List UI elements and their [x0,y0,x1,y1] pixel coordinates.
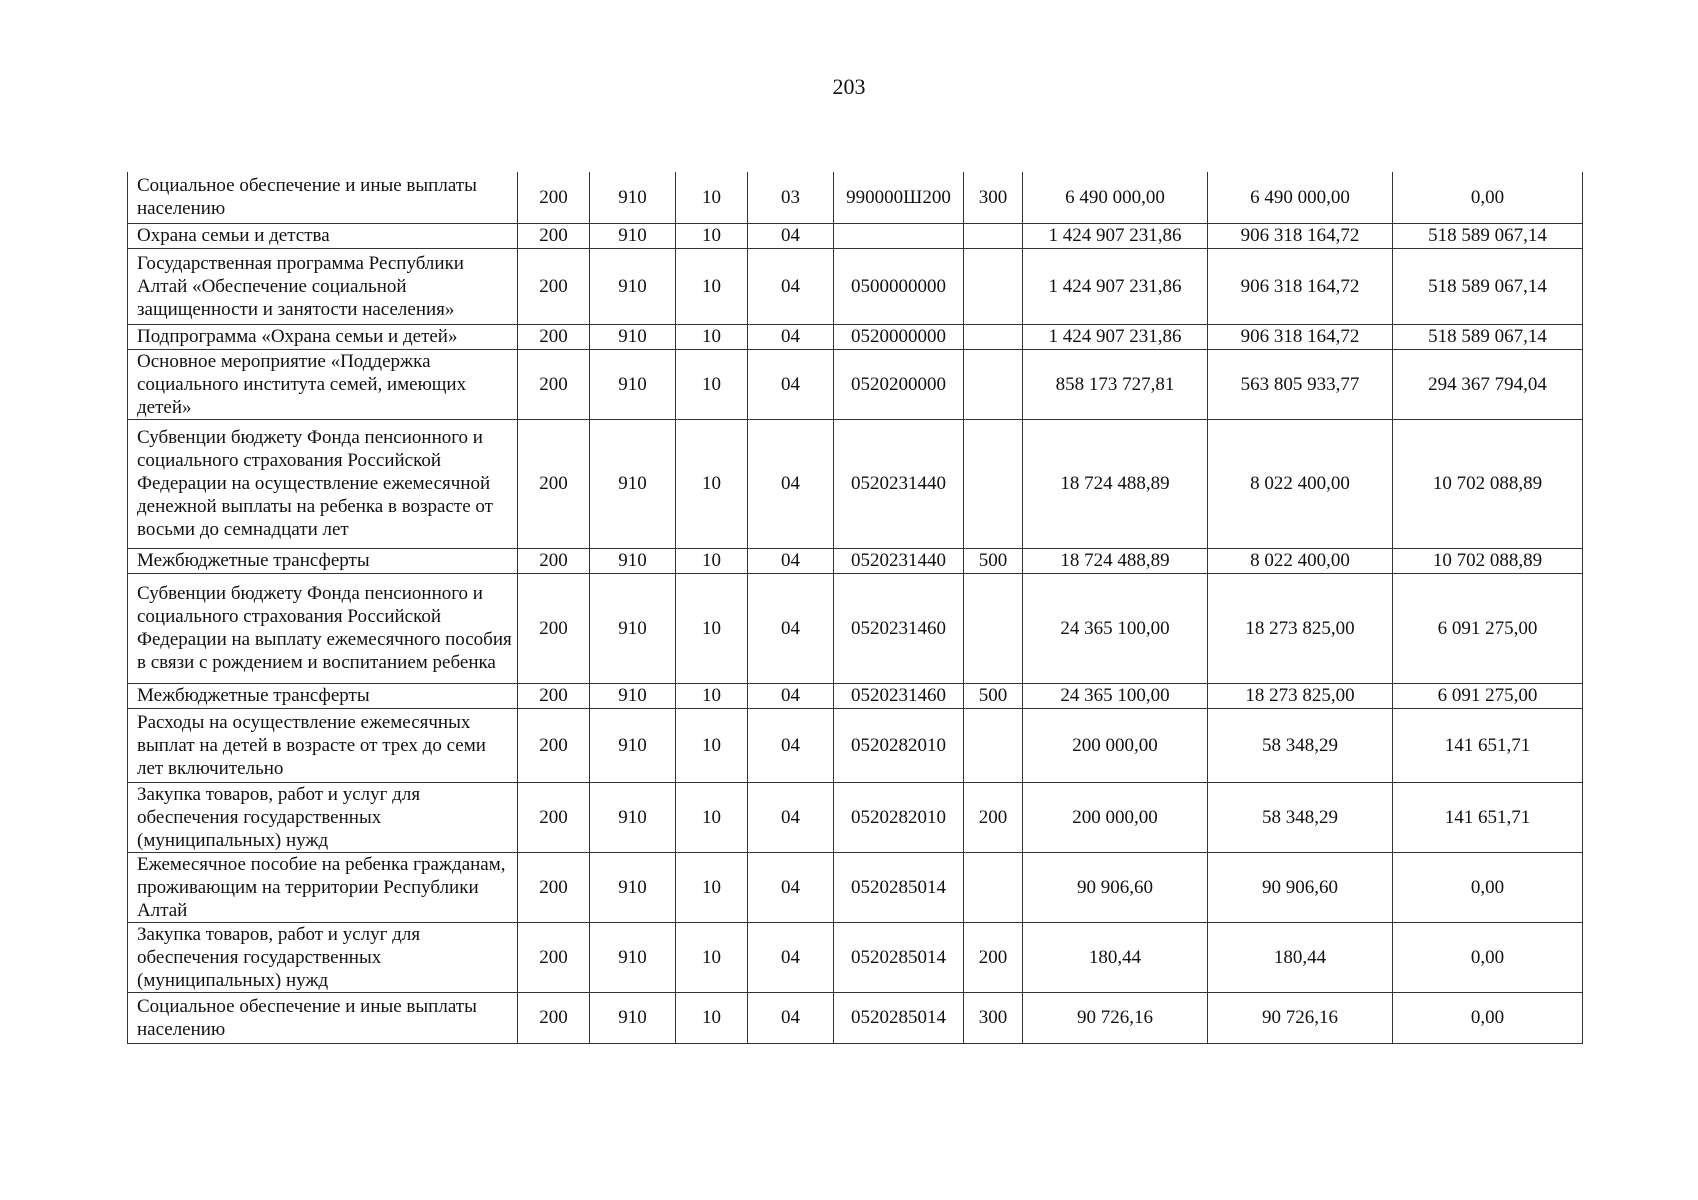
section-code-cell: 10 [676,683,748,708]
target-article-cell: 0520231460 [834,573,964,683]
ministry-code-cell: 910 [590,349,676,419]
table-row [128,223,1583,248]
target-article-cell: 0520231460 [834,683,964,708]
subsection-code-cell: 04 [748,992,834,1043]
expense-type-cell [964,349,1023,419]
ministry-code-cell: 910 [590,248,676,324]
ministry-code-cell: 910 [590,992,676,1043]
expense-type-cell: 200 [964,782,1023,852]
amount-remaining-cell: 6 091 275,00 [1393,683,1583,708]
line-item-name: Государственная программа Республики Алтай «Обеспечение социальной защищенности и занятости населения» [128,248,518,324]
table-row [128,992,1583,1043]
table-row [128,349,1583,419]
target-article-cell: 0520231440 [834,548,964,573]
amount-executed-cell: 58 348,29 [1208,708,1393,782]
table-row [128,683,1583,708]
target-article-cell: 990000Ш200 [834,172,964,223]
line-item-name: Подпрограмма «Охрана семьи и детей» [128,324,518,349]
admin-code-cell: 200 [518,782,590,852]
target-article-cell: 0520000000 [834,324,964,349]
subsection-code-cell: 04 [748,852,834,922]
section-code-cell: 10 [676,992,748,1043]
section-code-cell: 10 [676,419,748,548]
amount-planned-cell: 18 724 488,89 [1023,548,1208,573]
amount-executed-cell: 90 906,60 [1208,852,1393,922]
subsection-code-cell: 04 [748,223,834,248]
subsection-code-cell: 04 [748,708,834,782]
amount-executed-cell: 180,44 [1208,922,1393,992]
section-code-cell: 10 [676,782,748,852]
amount-executed-cell: 58 348,29 [1208,782,1393,852]
amount-executed-cell: 8 022 400,00 [1208,419,1393,548]
amount-planned-cell: 24 365 100,00 [1023,683,1208,708]
admin-code-cell: 200 [518,922,590,992]
amount-remaining-cell: 141 651,71 [1393,782,1583,852]
admin-code-cell: 200 [518,683,590,708]
ministry-code-cell: 910 [590,223,676,248]
ministry-code-cell: 910 [590,324,676,349]
ministry-code-cell: 910 [590,708,676,782]
subsection-code-cell: 04 [748,548,834,573]
subsection-code-cell: 04 [748,683,834,708]
amount-remaining-cell: 0,00 [1393,172,1583,223]
subsection-code-cell: 04 [748,324,834,349]
expense-type-cell [964,708,1023,782]
table-row [128,852,1583,922]
admin-code-cell: 200 [518,349,590,419]
amount-executed-cell: 906 318 164,72 [1208,248,1393,324]
section-code-cell: 10 [676,349,748,419]
amount-executed-cell: 906 318 164,72 [1208,223,1393,248]
amount-executed-cell: 8 022 400,00 [1208,548,1393,573]
target-article-cell: 0520285014 [834,922,964,992]
amount-executed-cell: 90 726,16 [1208,992,1393,1043]
admin-code-cell: 200 [518,223,590,248]
admin-code-cell: 200 [518,992,590,1043]
expense-type-cell: 500 [964,548,1023,573]
expense-type-cell [964,248,1023,324]
target-article-cell: 0500000000 [834,248,964,324]
amount-remaining-cell: 10 702 088,89 [1393,419,1583,548]
amount-planned-cell: 6 490 000,00 [1023,172,1208,223]
line-item-name: Субвенции бюджету Фонда пенсионного и социального страхования Российской Федерации на выплату ежемесячного пособия в связи с рождением и воспитанием ребенка [128,573,518,683]
amount-planned-cell: 24 365 100,00 [1023,573,1208,683]
subsection-code-cell: 04 [748,922,834,992]
amount-remaining-cell: 518 589 067,14 [1393,248,1583,324]
expense-type-cell: 300 [964,172,1023,223]
section-code-cell: 10 [676,922,748,992]
amount-remaining-cell: 6 091 275,00 [1393,573,1583,683]
section-code-cell: 10 [676,172,748,223]
table-row [128,419,1583,548]
amount-planned-cell: 200 000,00 [1023,708,1208,782]
section-code-cell: 10 [676,708,748,782]
subsection-code-cell: 04 [748,349,834,419]
admin-code-cell: 200 [518,419,590,548]
amount-planned-cell: 90 726,16 [1023,992,1208,1043]
amount-planned-cell: 18 724 488,89 [1023,419,1208,548]
expense-type-cell [964,573,1023,683]
table-row [128,922,1583,992]
target-article-cell [834,223,964,248]
amount-planned-cell: 858 173 727,81 [1023,349,1208,419]
subsection-code-cell: 04 [748,419,834,548]
amount-planned-cell: 180,44 [1023,922,1208,992]
table-row [128,782,1583,852]
line-item-name: Расходы на осуществление ежемесячных выплат на детей в возрасте от трех до семи лет включительно [128,708,518,782]
line-item-name: Межбюджетные трансферты [128,683,518,708]
subsection-code-cell: 04 [748,573,834,683]
line-item-name: Закупка товаров, работ и услуг для обеспечения государственных (муниципальных) нужд [128,922,518,992]
table-row [128,573,1583,683]
ministry-code-cell: 910 [590,419,676,548]
amount-remaining-cell: 10 702 088,89 [1393,548,1583,573]
amount-executed-cell: 18 273 825,00 [1208,683,1393,708]
admin-code-cell: 200 [518,573,590,683]
admin-code-cell: 200 [518,708,590,782]
target-article-cell: 0520285014 [834,992,964,1043]
expense-type-cell: 500 [964,683,1023,708]
admin-code-cell: 200 [518,324,590,349]
amount-executed-cell: 906 318 164,72 [1208,324,1393,349]
amount-planned-cell: 1 424 907 231,86 [1023,248,1208,324]
amount-remaining-cell: 0,00 [1393,852,1583,922]
expense-type-cell [964,852,1023,922]
page-number: 203 [832,74,866,99]
target-article-cell: 0520285014 [834,852,964,922]
expense-type-cell: 200 [964,922,1023,992]
expense-type-cell: 300 [964,992,1023,1043]
ministry-code-cell: 910 [590,782,676,852]
line-item-name: Основное мероприятие «Поддержка социального института семей, имеющих детей» [128,349,518,419]
expense-type-cell [964,419,1023,548]
line-item-name: Межбюджетные трансферты [128,548,518,573]
line-item-name: Социальное обеспечение и иные выплаты населению [128,172,518,223]
amount-planned-cell: 200 000,00 [1023,782,1208,852]
ministry-code-cell: 910 [590,548,676,573]
admin-code-cell: 200 [518,248,590,324]
target-article-cell: 0520282010 [834,708,964,782]
amount-remaining-cell: 518 589 067,14 [1393,223,1583,248]
section-code-cell: 10 [676,852,748,922]
admin-code-cell: 200 [518,548,590,573]
subsection-code-cell: 04 [748,782,834,852]
admin-code-cell: 200 [518,172,590,223]
expense-type-cell [964,223,1023,248]
amount-remaining-cell: 141 651,71 [1393,708,1583,782]
ministry-code-cell: 910 [590,683,676,708]
subsection-code-cell: 04 [748,248,834,324]
ministry-code-cell: 910 [590,922,676,992]
table-row [128,708,1583,782]
ministry-code-cell: 910 [590,852,676,922]
table-row [128,172,1583,223]
target-article-cell: 0520200000 [834,349,964,419]
amount-executed-cell: 6 490 000,00 [1208,172,1393,223]
amount-executed-cell: 18 273 825,00 [1208,573,1393,683]
line-item-name: Ежемесячное пособие на ребенка гражданам, проживающим на территории Республики Алтай [128,852,518,922]
ministry-code-cell: 910 [590,573,676,683]
table-row [128,548,1583,573]
amount-remaining-cell: 0,00 [1393,922,1583,992]
amount-remaining-cell: 0,00 [1393,992,1583,1043]
amount-planned-cell: 1 424 907 231,86 [1023,223,1208,248]
amount-executed-cell: 563 805 933,77 [1208,349,1393,419]
section-code-cell: 10 [676,248,748,324]
section-code-cell: 10 [676,324,748,349]
subsection-code-cell: 03 [748,172,834,223]
expense-type-cell [964,324,1023,349]
line-item-name: Социальное обеспечение и иные выплаты населению [128,992,518,1043]
table-row [128,248,1583,324]
section-code-cell: 10 [676,573,748,683]
admin-code-cell: 200 [518,852,590,922]
line-item-name: Охрана семьи и детства [128,223,518,248]
target-article-cell: 0520282010 [834,782,964,852]
ministry-code-cell: 910 [590,172,676,223]
table-row [128,324,1583,349]
line-item-name: Закупка товаров, работ и услуг для обеспечения государственных (муниципальных) нужд [128,782,518,852]
amount-remaining-cell: 294 367 794,04 [1393,349,1583,419]
budget-table [127,172,1583,1044]
target-article-cell: 0520231440 [834,419,964,548]
amount-planned-cell: 1 424 907 231,86 [1023,324,1208,349]
amount-remaining-cell: 518 589 067,14 [1393,324,1583,349]
amount-planned-cell: 90 906,60 [1023,852,1208,922]
line-item-name: Субвенции бюджету Фонда пенсионного и социального страхования Российской Федерации на осуществление ежемесячной денежной выплаты на ребенка в возрасте от восьми до семнадцати лет [128,419,518,548]
section-code-cell: 10 [676,223,748,248]
section-code-cell: 10 [676,548,748,573]
